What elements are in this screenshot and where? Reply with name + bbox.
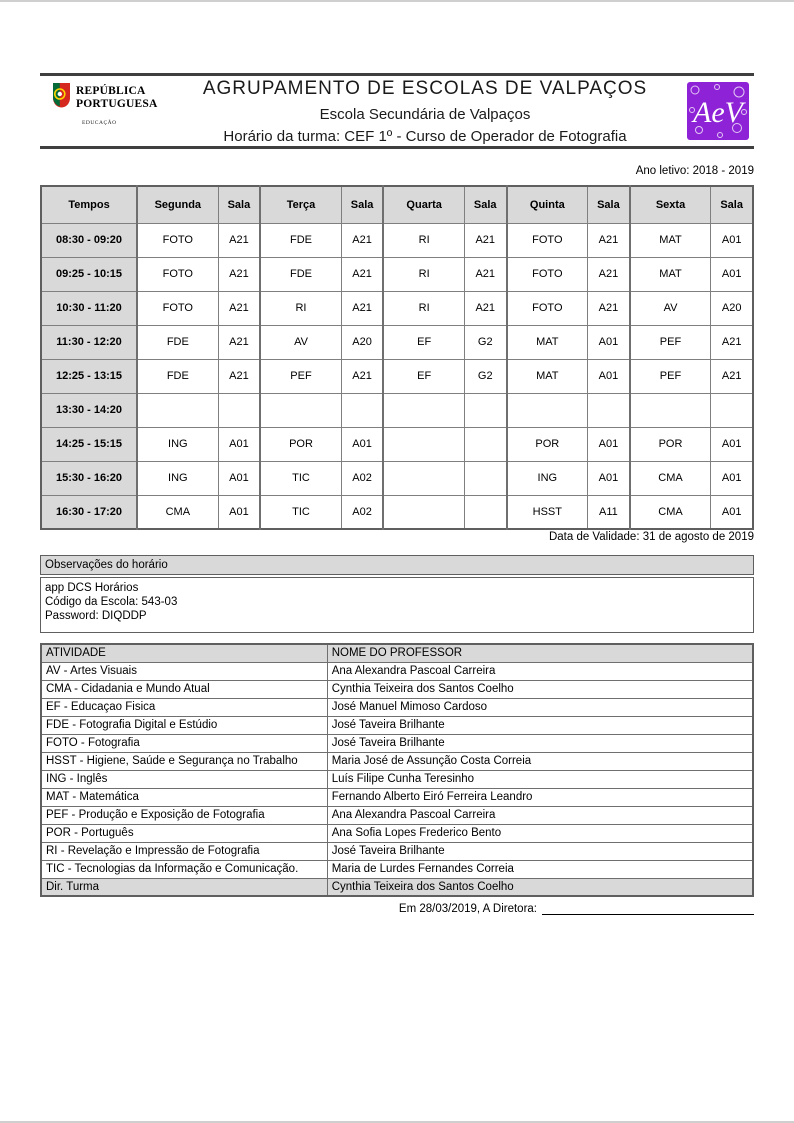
- activity-name-cell: EF - Educaçao Fisica: [41, 698, 327, 716]
- timetable-subject-cell: FDE: [137, 359, 218, 393]
- col-header-day: Terça: [260, 186, 341, 223]
- timetable-room-cell: A02: [341, 461, 383, 495]
- timetable-subject-cell: RI: [260, 291, 341, 325]
- activities-col-header: ATIVIDADE: [41, 644, 327, 662]
- activity-row: [41, 698, 753, 716]
- timetable-time-cell: 13:30 - 14:20: [41, 393, 137, 427]
- timetable-room-cell: A01: [341, 427, 383, 461]
- school-logo-letters: AeV: [693, 96, 743, 129]
- republica-portuguesa-logo: [40, 76, 168, 146]
- activities-header-row: [41, 644, 753, 662]
- activity-row: [41, 662, 753, 680]
- timetable-room-cell: G2: [464, 359, 506, 393]
- timetable-room-cell: A21: [341, 359, 383, 393]
- activity-row: [41, 806, 753, 824]
- observation-line: Código da Escola: 543-03: [45, 596, 178, 608]
- timetable-room-cell: A01: [588, 359, 630, 393]
- activity-row: [41, 860, 753, 878]
- timetable-subject-cell: CMA: [630, 461, 711, 495]
- timetable-room-cell: A01: [588, 325, 630, 359]
- timetable: [40, 185, 754, 530]
- timetable-room-cell: A21: [341, 223, 383, 257]
- timetable-room-cell: A21: [464, 291, 506, 325]
- timetable-subject-cell: HSST: [507, 495, 588, 529]
- timetable-subject-cell: EF: [383, 359, 464, 393]
- timetable-row: [41, 393, 753, 427]
- timetable-subject-cell: [383, 393, 464, 427]
- timetable-room-cell: A21: [218, 359, 260, 393]
- timetable-subject-cell: FOTO: [137, 257, 218, 291]
- timetable-subject-cell: RI: [383, 223, 464, 257]
- activity-row: [41, 824, 753, 842]
- timetable-room-cell: A01: [711, 223, 753, 257]
- timetable-room-cell: A01: [588, 427, 630, 461]
- timetable-subject-cell: PEF: [630, 359, 711, 393]
- schedule-title: Horário da turma: CEF 1º - Curso de Operador de Fotografia: [223, 128, 627, 145]
- timetable-row: [41, 495, 753, 529]
- activity-name-cell: AV - Artes Visuais: [41, 662, 327, 680]
- timetable-subject-cell: CMA: [137, 495, 218, 529]
- activities-col-header: NOME DO PROFESSOR: [327, 644, 753, 662]
- signature-label: Em 28/03/2019, A Diretora:: [398, 903, 537, 915]
- teacher-name-cell: Fernando Alberto Eiró Ferreira Leandro: [327, 788, 753, 806]
- col-header-sala: Sala: [218, 186, 260, 223]
- timetable-subject-cell: [383, 427, 464, 461]
- activity-name-cell: ING - Inglês: [41, 770, 327, 788]
- timetable-subject-cell: ING: [507, 461, 588, 495]
- school-logo-box: [687, 82, 749, 140]
- timetable-time-cell: 08:30 - 09:20: [41, 223, 137, 257]
- timetable-room-cell: A01: [711, 257, 753, 291]
- timetable-room-cell: [711, 393, 753, 427]
- timetable-subject-cell: FDE: [137, 325, 218, 359]
- timetable-time-cell: 16:30 - 17:20: [41, 495, 137, 529]
- gov-logo-ministry: EDUCAÇÃO: [82, 120, 117, 126]
- col-header-sala: Sala: [711, 186, 753, 223]
- timetable-room-cell: A21: [464, 257, 506, 291]
- timetable-subject-cell: PEF: [260, 359, 341, 393]
- observation-line: app DCS Horários: [45, 582, 139, 594]
- timetable-subject-cell: EF: [383, 325, 464, 359]
- signature-line: [399, 903, 754, 915]
- activity-name-cell: TIC - Tecnologias da Informação e Comunicação.: [41, 860, 327, 878]
- signature-blank: [542, 903, 754, 915]
- timetable-room-cell: A02: [341, 495, 383, 529]
- timetable-subject-cell: [507, 393, 588, 427]
- activity-name-cell: FOTO - Fotografia: [41, 734, 327, 752]
- timetable-room-cell: A21: [218, 291, 260, 325]
- teacher-name-cell: José Manuel Mimoso Cardoso: [327, 698, 753, 716]
- timetable-room-cell: A21: [711, 325, 753, 359]
- timetable-room-cell: A21: [588, 257, 630, 291]
- observations-header: Observações do horário: [40, 555, 754, 575]
- timetable-row: [41, 291, 753, 325]
- timetable-time-cell: 10:30 - 11:20: [41, 291, 137, 325]
- col-header-day: Sexta: [630, 186, 711, 223]
- timetable-room-cell: [464, 461, 506, 495]
- timetable-subject-cell: AV: [260, 325, 341, 359]
- timetable-room-cell: [464, 427, 506, 461]
- timetable-room-cell: A11: [588, 495, 630, 529]
- timetable-subject-cell: POR: [260, 427, 341, 461]
- teacher-name-cell: Ana Alexandra Pascoal Carreira: [327, 662, 753, 680]
- teacher-name-cell: Maria José de Assunção Costa Correia: [327, 752, 753, 770]
- timetable-subject-cell: FOTO: [507, 257, 588, 291]
- timetable-row: [41, 257, 753, 291]
- timetable-subject-cell: MAT: [630, 257, 711, 291]
- timetable-room-cell: A01: [711, 427, 753, 461]
- timetable-subject-cell: MAT: [630, 223, 711, 257]
- timetable-subject-cell: FOTO: [137, 223, 218, 257]
- timetable-row: [41, 427, 753, 461]
- timetable-body: [41, 223, 753, 529]
- col-header-sala: Sala: [464, 186, 506, 223]
- page-title: AGRUPAMENTO DE ESCOLAS DE VALPAÇOS: [202, 78, 648, 99]
- timetable-subject-cell: FOTO: [507, 291, 588, 325]
- timetable-subject-cell: POR: [630, 427, 711, 461]
- timetable-time-cell: 11:30 - 12:20: [41, 325, 137, 359]
- col-header-tempos: Tempos: [41, 186, 137, 223]
- school-logo: [682, 76, 754, 146]
- col-header-day: Segunda: [137, 186, 218, 223]
- timetable-time-cell: 15:30 - 16:20: [41, 461, 137, 495]
- timetable-time-cell: 14:25 - 15:15: [41, 427, 137, 461]
- activity-row: [41, 752, 753, 770]
- timetable-subject-cell: RI: [383, 291, 464, 325]
- activity-row: [41, 788, 753, 806]
- teacher-name-cell: Luís Filipe Cunha Teresinho: [327, 770, 753, 788]
- activity-row: [41, 770, 753, 788]
- timetable-subject-cell: CMA: [630, 495, 711, 529]
- activity-name-cell: HSST - Higiene, Saúde e Segurança no Trabalho: [41, 752, 327, 770]
- col-header-day: Quarta: [383, 186, 464, 223]
- timetable-room-cell: A21: [341, 291, 383, 325]
- timetable-room-cell: A01: [711, 495, 753, 529]
- activity-name-cell: PEF - Produção e Exposição de Fotografia: [41, 806, 327, 824]
- activities-table: [40, 643, 754, 897]
- timetable-subject-cell: [383, 495, 464, 529]
- teacher-name-cell: José Taveira Brilhante: [327, 734, 753, 752]
- header-titles: [168, 76, 682, 146]
- timetable-room-cell: A01: [711, 461, 753, 495]
- timetable-room-cell: G2: [464, 325, 506, 359]
- validity-label: Data de Validade: 31 de agosto de 2019: [548, 531, 754, 543]
- timetable-subject-cell: RI: [383, 257, 464, 291]
- activity-row: [41, 716, 753, 734]
- timetable-subject-cell: POR: [507, 427, 588, 461]
- timetable-room-cell: A20: [711, 291, 753, 325]
- timetable-room-cell: A21: [218, 257, 260, 291]
- timetable-subject-cell: FOTO: [507, 223, 588, 257]
- timetable-room-cell: A21: [588, 291, 630, 325]
- timetable-subject-cell: [630, 393, 711, 427]
- timetable-subject-cell: [260, 393, 341, 427]
- timetable-time-cell: 09:25 - 10:15: [41, 257, 137, 291]
- school-name: Escola Secundária de Valpaços: [319, 105, 531, 123]
- timetable-room-cell: [218, 393, 260, 427]
- activity-name-cell: MAT - Matemática: [41, 788, 327, 806]
- gov-logo-text: [76, 82, 157, 110]
- timetable-subject-cell: [383, 461, 464, 495]
- col-header-sala: Sala: [588, 186, 630, 223]
- timetable-room-cell: A01: [218, 461, 260, 495]
- timetable-room-cell: A21: [341, 257, 383, 291]
- timetable-subject-cell: FOTO: [137, 291, 218, 325]
- timetable-room-cell: [464, 495, 506, 529]
- teacher-name-cell: Cynthia Teixeira dos Santos Coelho: [327, 878, 753, 896]
- class-director-row: [41, 878, 753, 896]
- activity-name-cell: CMA - Cidadania e Mundo Atual: [41, 680, 327, 698]
- timetable-subject-cell: PEF: [630, 325, 711, 359]
- teacher-name-cell: Ana Alexandra Pascoal Carreira: [327, 806, 753, 824]
- gov-logo-line1: REPÚBLICA: [76, 85, 146, 97]
- observation-line: Password: DIQDDP: [45, 610, 147, 622]
- activity-row: [41, 842, 753, 860]
- teacher-name-cell: José Taveira Brilhante: [327, 716, 753, 734]
- activity-row: [41, 680, 753, 698]
- timetable-subject-cell: [137, 393, 218, 427]
- col-header-sala: Sala: [341, 186, 383, 223]
- portugal-shield-icon: [52, 82, 71, 114]
- document-header: [40, 73, 754, 149]
- timetable-room-cell: A21: [464, 223, 506, 257]
- timetable-room-cell: A21: [588, 223, 630, 257]
- timetable-subject-cell: TIC: [260, 461, 341, 495]
- timetable-time-cell: 12:25 - 13:15: [41, 359, 137, 393]
- timetable-subject-cell: TIC: [260, 495, 341, 529]
- activities-body: [41, 662, 753, 896]
- activity-name-cell: FDE - Fotografia Digital e Estúdio: [41, 716, 327, 734]
- teacher-name-cell: Cynthia Teixeira dos Santos Coelho: [327, 680, 753, 698]
- observations-content: [40, 577, 754, 633]
- timetable-subject-cell: AV: [630, 291, 711, 325]
- timetable-row: [41, 325, 753, 359]
- gov-logo-line2: PORTUGUESA: [76, 97, 158, 110]
- timetable-row: [41, 223, 753, 257]
- activity-name-cell: POR - Português: [41, 824, 327, 842]
- timetable-room-cell: A21: [218, 325, 260, 359]
- teacher-name-cell: Ana Sofia Lopes Frederico Bento: [327, 824, 753, 842]
- timetable-header-row: [41, 186, 753, 223]
- timetable-row: [41, 461, 753, 495]
- timetable-room-cell: [341, 393, 383, 427]
- timetable-room-cell: [464, 393, 506, 427]
- activity-name-cell: RI - Revelação e Impressão de Fotografia: [41, 842, 327, 860]
- timetable-subject-cell: ING: [137, 461, 218, 495]
- timetable-subject-cell: ING: [137, 427, 218, 461]
- school-year-label: Ano letivo: 2018 - 2019: [635, 165, 754, 177]
- col-header-day: Quinta: [507, 186, 588, 223]
- timetable-row: [41, 359, 753, 393]
- timetable-room-cell: A01: [218, 495, 260, 529]
- timetable-subject-cell: FDE: [260, 257, 341, 291]
- timetable-subject-cell: MAT: [507, 325, 588, 359]
- timetable-room-cell: A20: [341, 325, 383, 359]
- timetable-subject-cell: MAT: [507, 359, 588, 393]
- timetable-room-cell: A21: [218, 223, 260, 257]
- teacher-name-cell: Maria de Lurdes Fernandes Correia: [327, 860, 753, 878]
- timetable-room-cell: A01: [588, 461, 630, 495]
- activity-row: [41, 734, 753, 752]
- teacher-name-cell: José Taveira Brilhante: [327, 842, 753, 860]
- activity-name-cell: Dir. Turma: [41, 878, 327, 896]
- timetable-room-cell: [588, 393, 630, 427]
- timetable-room-cell: A21: [711, 359, 753, 393]
- timetable-subject-cell: FDE: [260, 223, 341, 257]
- timetable-room-cell: A01: [218, 427, 260, 461]
